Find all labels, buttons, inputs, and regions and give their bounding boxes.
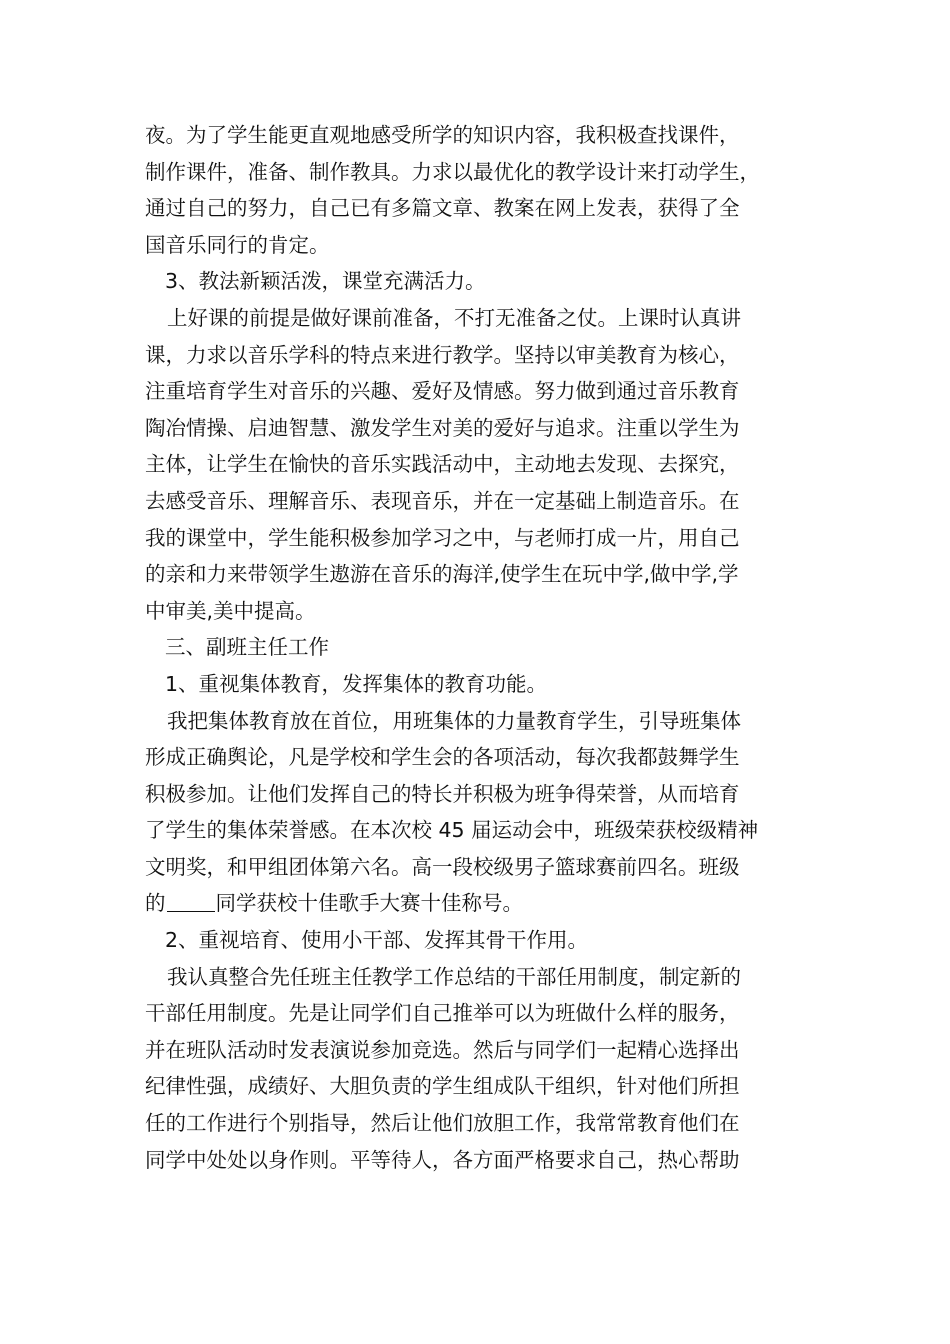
text-line: 课，力求以音乐学科的特点来进行教学。坚持以审美教育为核心，: [145, 342, 740, 367]
paragraph-first-line: 我认真整合先任班主任教学工作总结的干部任用制度，制定新的: [167, 964, 741, 989]
text-line: 积极参加。让他们发挥自己的特长并积极为班争得荣誉，从而培育: [145, 781, 740, 806]
text-line: 去感受音乐、理解音乐、表现音乐，并在一定基础上制造音乐。在: [145, 488, 740, 513]
text-line: 陶冶情操、启迪智慧、激发学生对美的爱好与追求。注重以学生为: [145, 415, 740, 440]
section-heading: 3、教法新颖活泼，课堂充满活力。: [165, 269, 486, 294]
text-line: 同学中处处以身作则。平等待人，各方面严格要求自己，热心帮助: [145, 1147, 740, 1172]
paragraph-first-line: 上好课的前提是做好课前准备，不打无准备之仗。上课时认真讲: [167, 305, 741, 330]
text-line: 制作课件，准备、制作教具。力求以最优化的教学设计来打动学生，: [145, 159, 760, 184]
text-line: 并在班队活动时发表演说参加竞选。然后与同学们一起精心选择出: [145, 1037, 740, 1062]
text-line: 文明奖，和甲组团体第六名。高一段校级男子篮球赛前四名。班级: [145, 854, 740, 879]
text-line: 了学生的集体荣誉感。在本次校 45 届运动会中，班级荣获校级精神: [145, 818, 759, 843]
section-heading: 三、副班主任工作: [165, 635, 329, 660]
text-line: 夜。为了学生能更直观地感受所学的知识内容，我积极查找课件，: [145, 123, 740, 147]
paragraph-first-line: 我把集体教育放在首位，用班集体的力量教育学生，引导班集体: [167, 708, 741, 733]
fill-in-blank: [167, 910, 215, 912]
section-heading: 2、重视培育、使用小干部、发挥其骨干作用。: [165, 928, 589, 953]
section-heading: 1、重视集体教育，发挥集体的教育功能。: [165, 671, 548, 696]
text-line: 注重培育学生对音乐的兴趣、爱好及情感。努力做到通过音乐教育: [145, 379, 740, 404]
text-line: [145, 885, 815, 922]
text-fragment: 同学获校十佳歌手大赛十佳称号。: [215, 891, 523, 916]
text-line: 干部任用制度。先是让同学们自己推举可以为班做什么样的服务，: [145, 1001, 740, 1026]
document-page: [145, 117, 815, 1178]
text-line: 中审美,美中提高。: [145, 598, 316, 623]
text-line: 形成正确舆论，凡是学校和学生会的各项活动，每次我都鼓舞学生: [145, 745, 740, 770]
text-line: 国音乐同行的肯定。: [145, 232, 330, 257]
text-line: 的亲和力来带领学生遨游在音乐的海洋,使学生在玩中学,做中学,学: [145, 562, 739, 587]
text-line: 任的工作进行个别指导，然后让他们放胆工作，我常常教育他们在: [145, 1111, 740, 1136]
text-line: 主体，让学生在愉快的音乐实践活动中，主动地去发现、去探究，: [145, 452, 740, 477]
text-line: 我的课堂中，学生能积极参加学习之中，与老师打成一片，用自己: [145, 525, 740, 550]
text-fragment: 的: [145, 891, 166, 916]
text-line: 纪律性强，成绩好、大胆负责的学生组成队干组织，针对他们所担: [145, 1074, 740, 1099]
text-line: 通过自己的努力，自己已有多篇文章、教案在网上发表，获得了全: [145, 196, 740, 221]
